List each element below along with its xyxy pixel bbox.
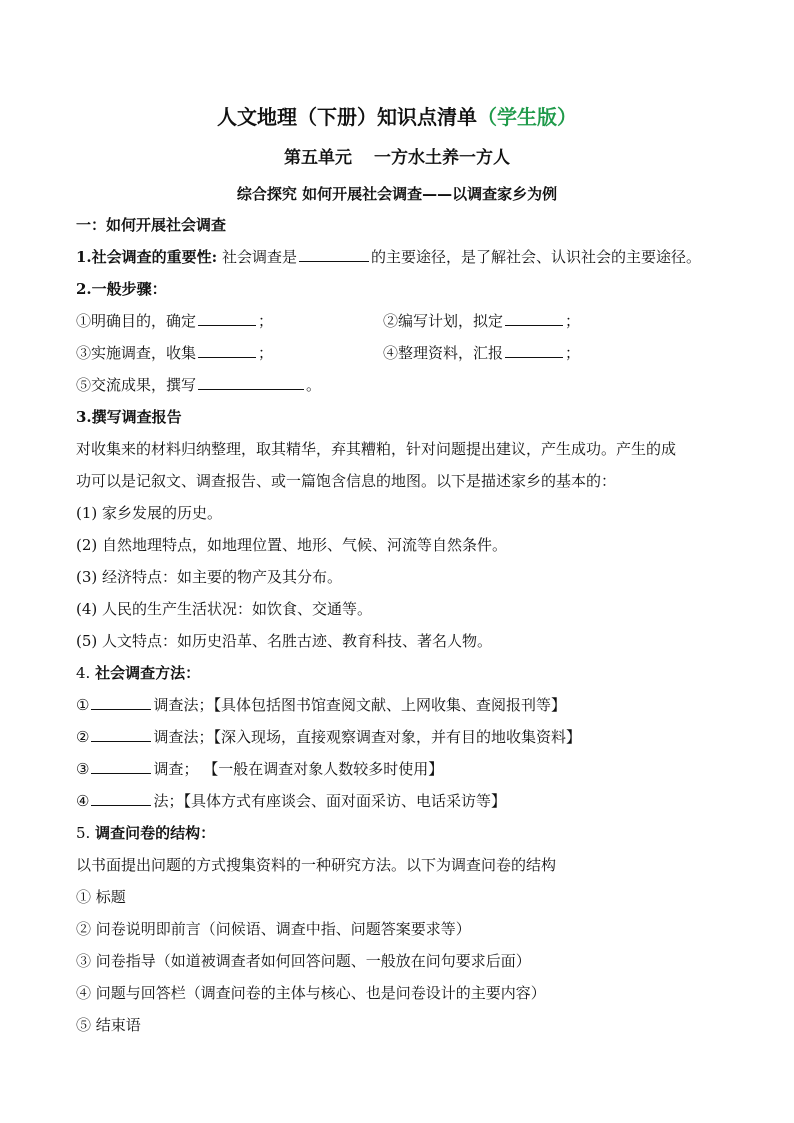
fill-blank: [198, 342, 256, 358]
fill-blank: [91, 694, 151, 710]
method-item: [76, 758, 443, 780]
method-item: [76, 790, 506, 812]
importance-pre: 社会调查是: [217, 248, 297, 266]
fill-blank: [91, 758, 151, 774]
importance-label: 1.社会调查的重要性:: [76, 248, 218, 266]
step-item: [76, 342, 273, 364]
step-end: ；: [258, 312, 274, 330]
fill-blank: [198, 374, 304, 390]
step-end: ；: [565, 312, 581, 330]
report-paragraph: 对收集来的材料归纳整理，取其精华，弃其糟粕，针对问题提出建议，产生成功。产生的成: [76, 440, 677, 458]
method-num: ④: [76, 792, 90, 810]
fill-blank: [91, 726, 151, 742]
method-text: 调查； 【一般在调查对象人数较多时使用】: [153, 760, 444, 778]
questionnaire-item: ③ 问卷指导（如道被调查者如何回答问题、一般放在问句要求后面）: [76, 952, 531, 970]
step-item: [383, 310, 580, 332]
unit-number: 第五单元: [284, 148, 352, 168]
questionnaire-item: ⑤ 结束语: [76, 1016, 141, 1034]
report-item: (2) 自然地理特点，如地理位置、地形、气候、河流等自然条件。: [76, 536, 508, 554]
report-item: (3) 经济特点：如主要的物产及其分布。: [76, 568, 343, 586]
report-label: 3.撰写调查报告: [76, 408, 182, 426]
method-item: [76, 694, 566, 716]
questionnaire-label: 调查问卷的结构：: [95, 824, 216, 842]
fill-blank: [91, 790, 151, 806]
fill-blank: [198, 310, 256, 326]
steps-label: 2.一般步骤：: [76, 280, 167, 298]
topic-heading: 综合探究 如何开展社会调查——以调查家乡为例: [236, 185, 558, 203]
methods-heading: [76, 662, 200, 684]
fill-blank: [505, 310, 563, 326]
fill-blank: [299, 246, 369, 262]
title-edition: （学生版）: [477, 105, 577, 129]
step-text: ④整理资料，汇报: [383, 344, 504, 362]
methods-num: 4.: [76, 664, 91, 682]
questionnaire-num: 5.: [76, 824, 91, 842]
report-item: (4) 人民的生产生活状况：如饮食、交通等。: [76, 600, 373, 618]
unit-heading: [0, 145, 794, 171]
report-item: (1) 家乡发展的历史。: [76, 504, 223, 522]
step-text: ⑤交流成果，撰写: [76, 376, 197, 394]
questionnaire-item: ② 问卷说明即前言（问候语、调查中指、问题答案要求等）: [76, 920, 471, 938]
methods-label: 社会调查方法：: [95, 664, 201, 682]
fill-blank: [505, 342, 563, 358]
document-title: [0, 102, 794, 132]
method-num: ③: [76, 760, 90, 778]
importance-line: [76, 246, 701, 268]
step-item: [383, 342, 580, 364]
step-text: ①明确目的，确定: [76, 312, 197, 330]
importance-post: 的主要途径，是了解社会、认识社会的主要途径。: [370, 248, 701, 266]
step-text: ③实施调查，收集: [76, 344, 197, 362]
method-num: ①: [76, 696, 90, 714]
method-num: ②: [76, 728, 90, 746]
step-item: [76, 310, 273, 332]
step-end: ；: [258, 344, 274, 362]
questionnaire-item: ① 标题: [76, 888, 126, 906]
title-main: 人文地理（下册）知识点清单: [217, 105, 477, 129]
questionnaire-intro: 以书面提出问题的方式搜集资料的一种研究方法。以下为调查问卷的结构: [76, 856, 557, 874]
method-item: [76, 726, 581, 748]
step-text: ②编写计划，拟定: [383, 312, 504, 330]
step-item: [76, 374, 321, 396]
method-text: 调查法；【深入现场，直接观察调查对象，并有目的地收集资料】: [153, 728, 581, 746]
method-text: 法；【具体方式有座谈会、面对面采访、电话采访等】: [153, 792, 506, 810]
section-heading: 一：如何开展社会调查: [76, 216, 227, 234]
questionnaire-item: ④ 问题与回答栏（调查问卷的主体与核心、也是问卷设计的主要内容）: [76, 984, 546, 1002]
questionnaire-heading: [76, 822, 215, 844]
unit-name: 一方水土养一方人: [374, 148, 510, 168]
step-end: 。: [306, 376, 322, 394]
report-paragraph: 功可以是记叙文、调查报告、或一篇饱含信息的地图。以下是描述家乡的基本的：: [76, 472, 617, 490]
report-item: (5) 人文特点：如历史沿革、名胜古迹、教育科技、著名人物。: [76, 632, 493, 650]
method-text: 调查法；【具体包括图书馆查阅文献、上网收集、查阅报刊等】: [153, 696, 566, 714]
step-end: ；: [565, 344, 581, 362]
